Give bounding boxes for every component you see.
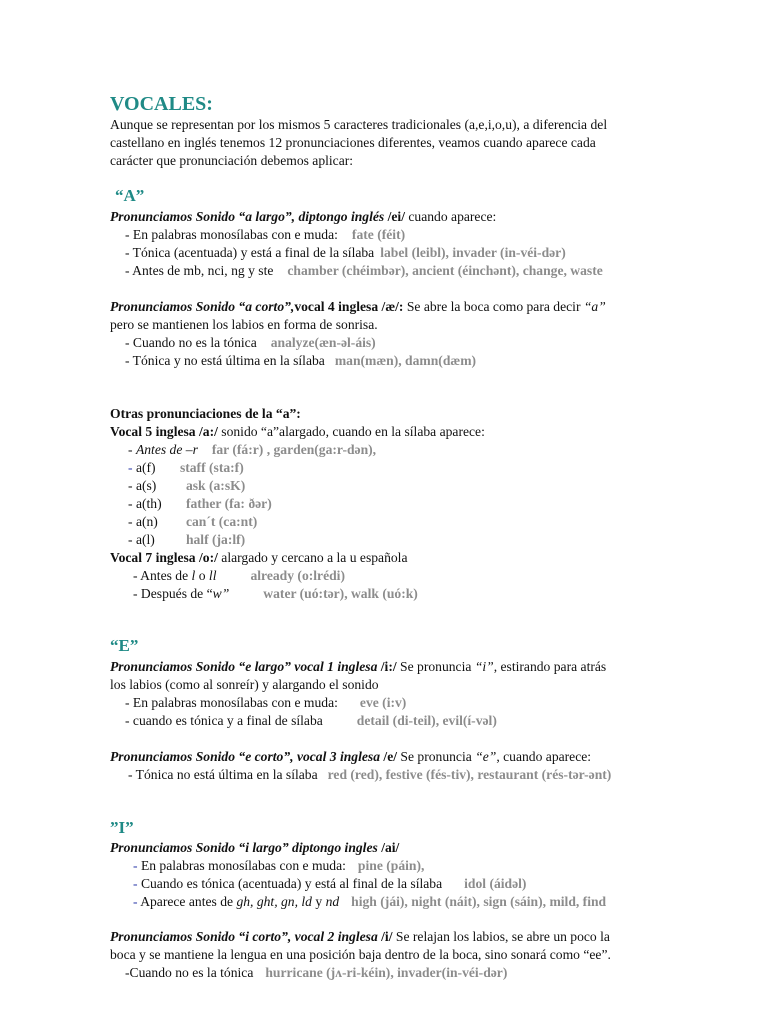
e-short-lead: Pronunciamos Sonido “e corto”, vocal 3 inglesa [110,749,381,764]
rule-dash: - [128,478,133,493]
a-short-quote: “a” [583,299,606,314]
rule-example: pine (páin), [357,858,425,873]
a-long-heading [110,208,496,226]
rule-example: red (red), festive (fés-tiv), restaurant (rés-tər-ənt) [327,767,612,782]
rule-example: man(mæn), damn(dæm) [334,353,477,368]
intro-line-1: Aunque se representan por los mismos 5 caracteres tradicionales (a,e,i,o,u), a diferencia del [110,117,608,132]
i-long-lead: Pronunciamos Sonido “i largo” diptongo ingles [110,840,378,855]
a-long-rule-2 [125,244,566,262]
i-long-ipa: /ai/ [381,840,400,855]
e-long-rule-1 [125,694,406,712]
rule-example: analyze(æn-əl-áis) [270,335,376,350]
rule-example: half (ja:lf) [185,532,246,547]
a-short-rule-2 [125,352,476,370]
rule-text: - Después de “ [133,586,213,601]
section-a-heading: “A” [115,186,145,205]
rule-example: ask (a:sK) [185,478,246,493]
rule-dash: - [133,876,138,891]
vocal5-lead: Vocal 5 inglesa /a:/ [110,424,218,439]
rule-text: a(l) [135,532,155,547]
a-v5-rule-5 [128,513,257,531]
i-long-rule-2 [133,875,526,893]
rule-text: a(th) [135,496,162,511]
a-long-ipa: /ei/ [387,209,405,224]
vocal7-lead: Vocal 7 inglesa /o:/ [110,550,218,565]
i-long-heading [110,839,399,857]
rule-example: chamber (chéimbər), ancient (éinchənt), change, waste [287,263,603,278]
rule-text: En palabras monosílabas con e muda: [140,858,346,873]
e-long-line2: los labios (como al sonreír) y alargando el sonido [110,677,379,692]
rule-example: hurricane (jʌ-ri-kéin), invader(in-véi-dər) [265,965,508,980]
rule-dash: - [133,894,138,909]
a-v7-rule-2 [133,585,418,603]
rule-text: - Tónica no está última en la sílaba [128,767,318,782]
a-vocal7 [110,549,407,567]
i-short-lead: Pronunciamos Sonido “i corto”, vocal 2 inglesa [110,929,378,944]
rule-example: detail (di-teil), evil(í-vəl) [356,713,497,728]
a-long-rule-1 [125,226,405,244]
a-long-lead: Pronunciamos Sonido “a largo”, diptongo inglés [110,209,385,224]
rule-letter: l [191,568,196,583]
rule-text: Antes de –r [135,442,198,457]
a-short-rule-1 [125,334,376,352]
e-long-tail2: , estirando para atrás [493,659,607,674]
rule-text: - cuando es tónica y a final de sílaba [125,713,323,728]
rule-text: Cuando es tónica (acentuada) y está al final de la sílaba [140,876,443,891]
a-v5-rule-4 [128,495,272,513]
e-short-ipa: /e/ [383,749,398,764]
rule-example: water (uó:tər), walk (uó:k) [263,586,418,601]
e-long-ipa: /i:/ [380,659,397,674]
e-short-heading [110,748,591,766]
a-v5-rule-3 [128,477,245,495]
rule-text: Aparece antes de [140,894,234,909]
rule-text: a(s) [135,478,157,493]
a-long-tail: cuando aparece: [408,209,497,224]
rule-example: eve (i:v) [359,695,407,710]
rule-connector: y [315,894,323,909]
rule-connector: o [198,568,206,583]
rule-text: - Antes de mb, nci, ng y ste [125,263,274,278]
e-short-tail: Se pronuncia [400,749,472,764]
rule-letter: w [212,586,222,601]
i-short-tail: Se relajan los labios, se abre un poco la [395,929,610,944]
i-long-rule-1 [133,857,424,875]
rule-letters: gh, ght, gn, ld [236,894,312,909]
rule-dash: - [133,858,138,873]
e-short-quote: “e” [475,749,497,764]
e-long-tail: Se pronuncia [400,659,472,674]
a-short-line2: pero se mantienen los labios en forma de sonrisa. [110,317,378,332]
rule-example: staff (sta:f) [179,460,244,475]
a-v5-rule-6 [128,531,245,549]
i-short-heading [110,928,610,946]
page-title: VOCALES: [110,93,213,115]
i-short-ipa: /i/ [381,929,393,944]
a-v5-rule-1 [128,441,376,459]
rule-dash: - [128,514,133,529]
a-v5-rule-2 [128,459,244,477]
i-long-rule-3 [133,893,606,911]
rule-text: -Cuando no es la tónica [125,965,254,980]
e-long-lead: Pronunciamos Sonido “e largo” vocal 1 inglesa [110,659,378,674]
e-long-quote: “i” [474,659,494,674]
rule-text: - Antes de [133,568,189,583]
rule-text: - Tónica (acentuada) y está a final de la sílaba [125,245,375,260]
a-vocal5 [110,423,485,441]
rule-example: already (o:lrédi) [250,568,345,583]
rule-dash: - [128,460,133,475]
a-long-rule-3 [125,262,603,280]
a-short-lead2: vocal 4 inglesa [294,299,379,314]
section-i-heading: ”I” [110,818,134,837]
rule-text: a(n) [135,514,158,529]
rule-text: - En palabras monosílabas con e muda: [125,695,338,710]
rule-connector: ” [221,586,230,601]
section-e-heading: “E” [110,636,139,655]
rule-example: can´t (ca:nt) [185,514,258,529]
a-short-tail: Se abre la boca como para decir [406,299,581,314]
rule-text: - Tónica y no está última en la sílaba [125,353,325,368]
rule-example: idol (áidəl) [464,876,527,891]
vocal7-tail: alargado y cercano a la u española [221,550,408,565]
e-short-tail2: , cuando aparece: [496,749,592,764]
rule-dash: - [128,442,133,457]
rule-text: - En palabras monosílabas con e muda: [125,227,338,242]
a-short-heading [110,298,606,316]
a-other-heading: Otras pronunciaciones de la “a”: [110,406,301,421]
intro-line-2: castellano en inglés tenemos 12 pronunciaciones diferentes, veamos cuando aparece cada [110,135,596,150]
i-short-line2: boca y se mantiene la lengua en una posición baja dentro de la boca, sino sonará como “ee”. [110,947,611,962]
rule-letter: ll [208,568,217,583]
a-short-ipa: /æ/: [381,299,404,314]
rule-example: far (fá:r) , garden(ga:r-dən), [211,442,377,457]
e-short-rule-1 [128,766,611,784]
rule-example: high (jái), night (náit), sign (sáin), mild, find [351,894,607,909]
rule-example: label (leibl), invader (in-véi-dər) [380,245,566,260]
rule-dash: - [128,496,133,511]
intro-line-3: carácter que pronunciación debemos aplicar: [110,153,354,168]
e-long-rule-2 [125,712,497,730]
a-short-lead: Pronunciamos Sonido “a corto”, [110,299,295,314]
rule-example: fate (féit) [351,227,406,242]
e-long-heading [110,658,606,676]
a-v7-rule-1 [133,567,345,585]
rule-dash: - [128,532,133,547]
rule-text: a(f) [135,460,156,475]
vocal5-tail: sonido “a”alargado, cuando en la sílaba aparece: [221,424,485,439]
rule-letters: nd [325,894,340,909]
rule-text: - Cuando no es la tónica [125,335,257,350]
i-short-rule-1 [125,964,507,982]
rule-example: father (fa: ðər) [185,496,272,511]
